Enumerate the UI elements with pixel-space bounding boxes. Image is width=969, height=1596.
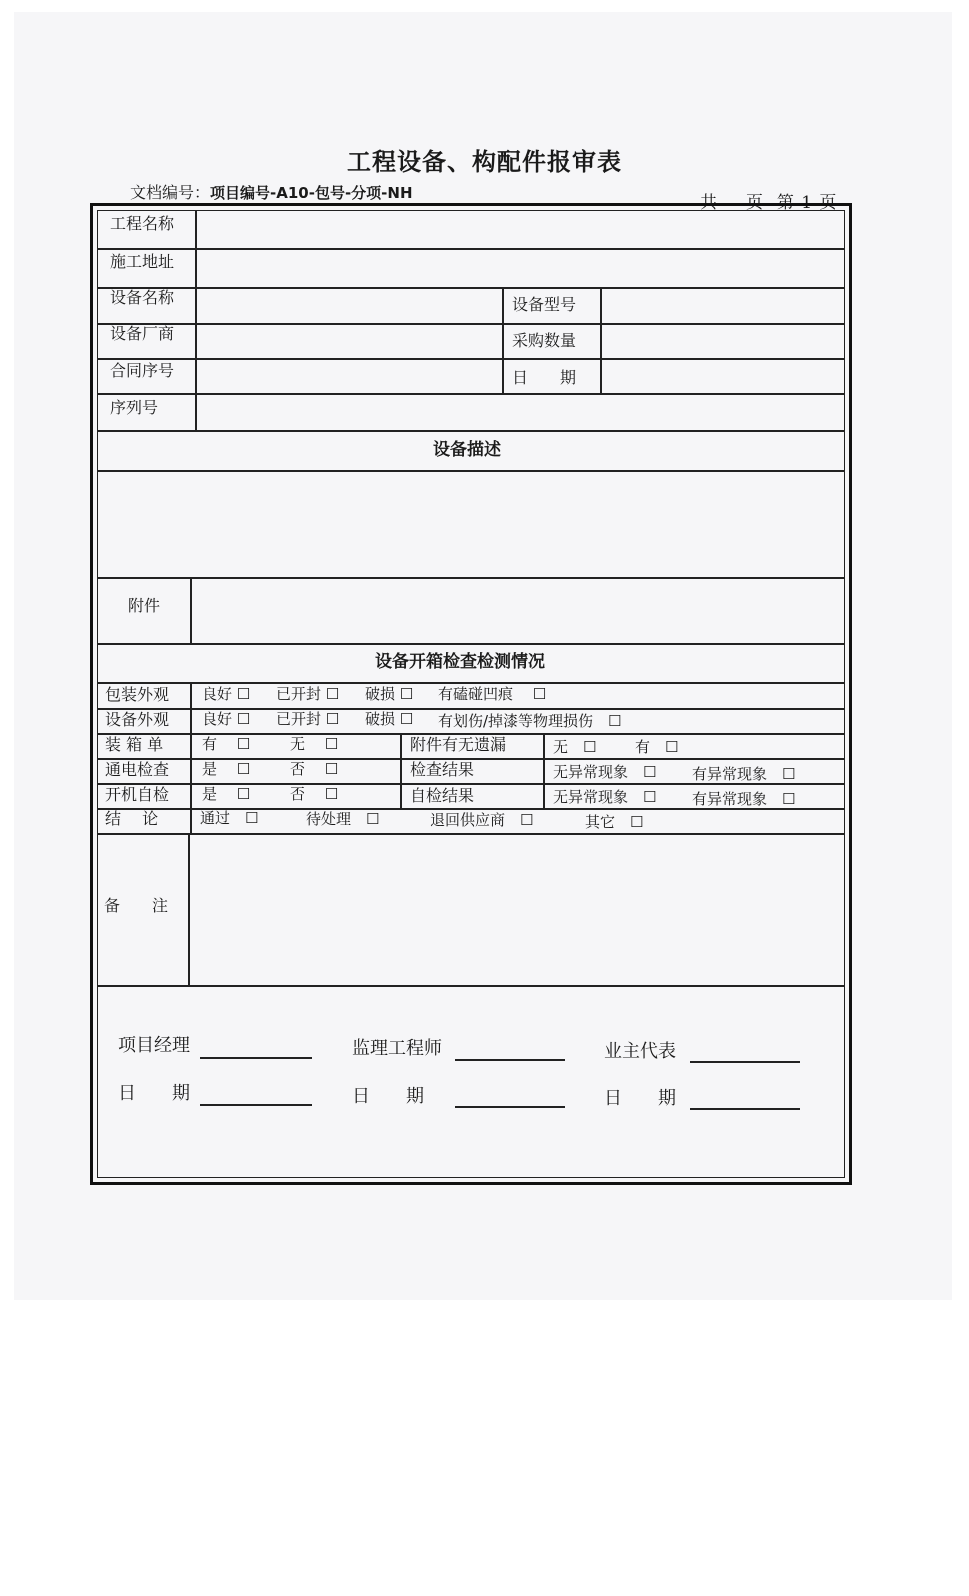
- conclusion-option-pass[interactable]: 通过 ☐: [200, 809, 259, 827]
- column-divider: [190, 682, 192, 833]
- document-number-label: 文档编号：: [130, 183, 211, 202]
- conclusion-option-pending[interactable]: 待处理 ☐: [306, 810, 380, 828]
- self-test-option-yes[interactable]: 是 ☐: [202, 785, 251, 803]
- row-divider: [97, 682, 845, 684]
- row-divider: [97, 323, 845, 325]
- column-divider: [600, 287, 602, 393]
- power-check-label: 通电检查: [105, 760, 170, 779]
- column-divider: [543, 733, 545, 808]
- supervisor-label: 监理工程师: [352, 1038, 442, 1059]
- supervisor-signature-line[interactable]: [455, 1059, 565, 1061]
- pm-date-label: 日 期: [118, 1083, 190, 1104]
- document-number: [130, 180, 413, 203]
- contract-no-label: 合同序号: [110, 361, 175, 380]
- page-unit-label: 页: [746, 193, 764, 213]
- packing-list-option-no[interactable]: 无 ☐: [290, 735, 339, 753]
- page-total-label: 共: [700, 193, 718, 213]
- purchase-qty-label: 采购数量: [512, 331, 577, 350]
- check-result-option-abnormal[interactable]: 有异常现象 ☐: [692, 765, 796, 783]
- attachment-label: 附件: [128, 596, 161, 615]
- row-divider: [97, 393, 845, 395]
- owner-rep-date-label: 日 期: [604, 1088, 676, 1109]
- supervisor-date-line[interactable]: [455, 1106, 565, 1108]
- equipment-name-label: 设备名称: [110, 288, 175, 307]
- appearance-option-opened[interactable]: 已开封 ☐: [276, 710, 340, 728]
- packing-list-label: 装 箱 单: [105, 735, 164, 754]
- packaging-option-good[interactable]: 良好 ☐: [202, 685, 251, 703]
- accessory-missing-label: 附件有无遗漏: [410, 735, 507, 754]
- column-divider: [188, 833, 190, 985]
- site-address-label: 施工地址: [110, 252, 175, 271]
- power-option-yes[interactable]: 是 ☐: [202, 760, 251, 778]
- packaging-option-dented[interactable]: 有磕碰凹痕 ☐: [438, 685, 547, 703]
- row-divider: [97, 577, 845, 579]
- row-divider: [97, 833, 845, 835]
- self-test-result-option-normal[interactable]: 无异常现象 ☐: [553, 788, 657, 806]
- packaging-label: 包装外观: [105, 685, 170, 704]
- row-divider: [97, 430, 845, 432]
- self-test-result-label: 自检结果: [410, 786, 475, 805]
- column-divider: [190, 577, 192, 643]
- page-current-label: 第 1 页: [776, 193, 838, 213]
- row-divider: [97, 358, 845, 360]
- form-title: 工程设备、构配件报审表: [347, 148, 622, 176]
- owner-rep-label: 业主代表: [604, 1041, 676, 1062]
- inspection-heading: 设备开箱检查检测情况: [375, 652, 545, 672]
- project-name-label: 工程名称: [110, 214, 175, 233]
- owner-rep-signature-line[interactable]: [690, 1061, 800, 1063]
- date-label: 日 期: [512, 368, 577, 387]
- row-divider: [97, 287, 845, 289]
- owner-rep-date-line[interactable]: [690, 1108, 800, 1110]
- self-test-option-no[interactable]: 否 ☐: [290, 785, 339, 803]
- document-number-value: 项目编号-A10-包号-分项-NH: [210, 184, 413, 202]
- description-heading: 设备描述: [433, 440, 501, 460]
- serial-no-label: 序列号: [110, 398, 159, 417]
- column-divider: [400, 733, 402, 808]
- manufacturer-label: 设备厂商: [110, 324, 175, 343]
- column-divider: [195, 210, 197, 430]
- appearance-option-scratched[interactable]: 有划伤/掉漆等物理损伤 ☐: [438, 712, 622, 730]
- power-option-no[interactable]: 否 ☐: [290, 760, 339, 778]
- supervisor-date-label: 日 期: [352, 1086, 424, 1107]
- check-result-option-normal[interactable]: 无异常现象 ☐: [553, 763, 657, 781]
- check-result-label: 检查结果: [410, 760, 475, 779]
- project-manager-signature-line[interactable]: [200, 1057, 312, 1059]
- row-divider: [97, 985, 845, 987]
- column-divider: [502, 287, 504, 393]
- row-divider: [97, 470, 845, 472]
- row-divider: [97, 248, 845, 250]
- self-test-label: 开机自检: [105, 785, 170, 804]
- packing-list-option-yes[interactable]: 有 ☐: [202, 735, 251, 753]
- appearance-option-damaged[interactable]: 破损 ☐: [365, 710, 414, 728]
- project-manager-label: 项目经理: [118, 1035, 190, 1056]
- remarks-label: 备 注: [104, 896, 169, 915]
- self-test-result-option-abnormal[interactable]: 有异常现象 ☐: [692, 790, 796, 808]
- pm-date-line[interactable]: [200, 1104, 312, 1106]
- packaging-option-damaged[interactable]: 破损 ☐: [365, 685, 414, 703]
- row-divider: [97, 643, 845, 645]
- conclusion-label: 结 论: [105, 809, 159, 828]
- appearance-label: 设备外观: [105, 710, 170, 729]
- accessory-option-yes[interactable]: 有 ☐: [635, 738, 679, 756]
- conclusion-option-return[interactable]: 退回供应商 ☐: [430, 811, 534, 829]
- accessory-option-none[interactable]: 无 ☐: [553, 738, 597, 756]
- appearance-option-good[interactable]: 良好 ☐: [202, 710, 251, 728]
- equipment-model-label: 设备型号: [512, 295, 577, 314]
- conclusion-option-other[interactable]: 其它 ☐: [585, 813, 644, 831]
- packaging-option-opened[interactable]: 已开封 ☐: [276, 685, 340, 703]
